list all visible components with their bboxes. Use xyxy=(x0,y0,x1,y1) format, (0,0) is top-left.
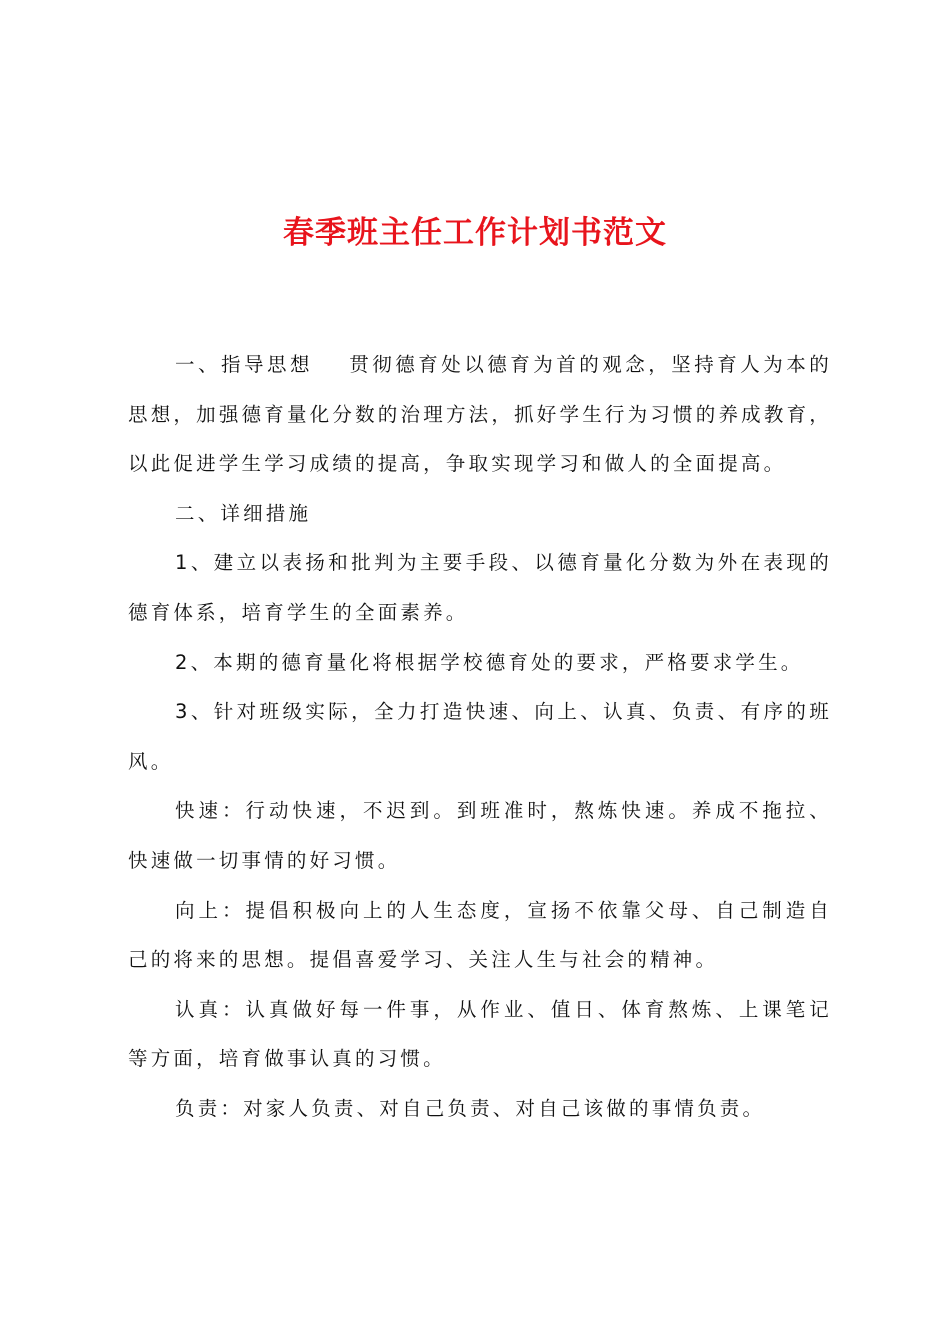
paragraph-measures-heading: 二、详细措施 xyxy=(175,501,312,525)
paragraph-text: 贯彻德育处以德育为首的观念，坚持育人为本的思想，加强德育量化分数的治理方法，抓好学生行为习惯的养成教育，以此促进学生学习成绩的提高，争取实现学习和做人的全面提高。 xyxy=(128,353,832,476)
paragraph-heading: 一、指导思想 xyxy=(175,353,313,376)
paragraph-upward: 向上：提倡积极向上的人生态度，宣扬不依靠父母、自己制造自己的将来的思想。提倡喜爱学习、关注人生与社会的精神。 xyxy=(128,898,832,972)
paragraph-guiding-thought xyxy=(128,340,832,489)
paragraph-earnest: 认真：认真做好每一件事，从作业、值日、体育熬炼、上课笔记等方面，培育做事认真的习惯。 xyxy=(128,997,832,1071)
paragraph-measure-1: 1、建立以表扬和批判为主要手段、以德育量化分数为外在表现的德育体系，培育学生的全面素养。 xyxy=(128,551,832,624)
paragraph-measure-2: 2、本期的德育量化将根据学校德育处的要求，严格要求学生。 xyxy=(175,650,804,674)
paragraph-responsible: 负责：对家人负责、对自己负责、对自己该做的事情负责。 xyxy=(175,1096,766,1120)
paragraph-measure-3: 3、针对班级实际，全力打造快速、向上、认真、负责、有序的班风。 xyxy=(128,700,832,773)
document-body xyxy=(128,340,832,1134)
document-title: 春季班主任工作计划书范文 xyxy=(283,215,667,251)
paragraph-fast: 快速：行动快速，不迟到。到班准时，熬炼快速。养成不拖拉、快速做一切事情的好习惯。 xyxy=(128,799,832,872)
